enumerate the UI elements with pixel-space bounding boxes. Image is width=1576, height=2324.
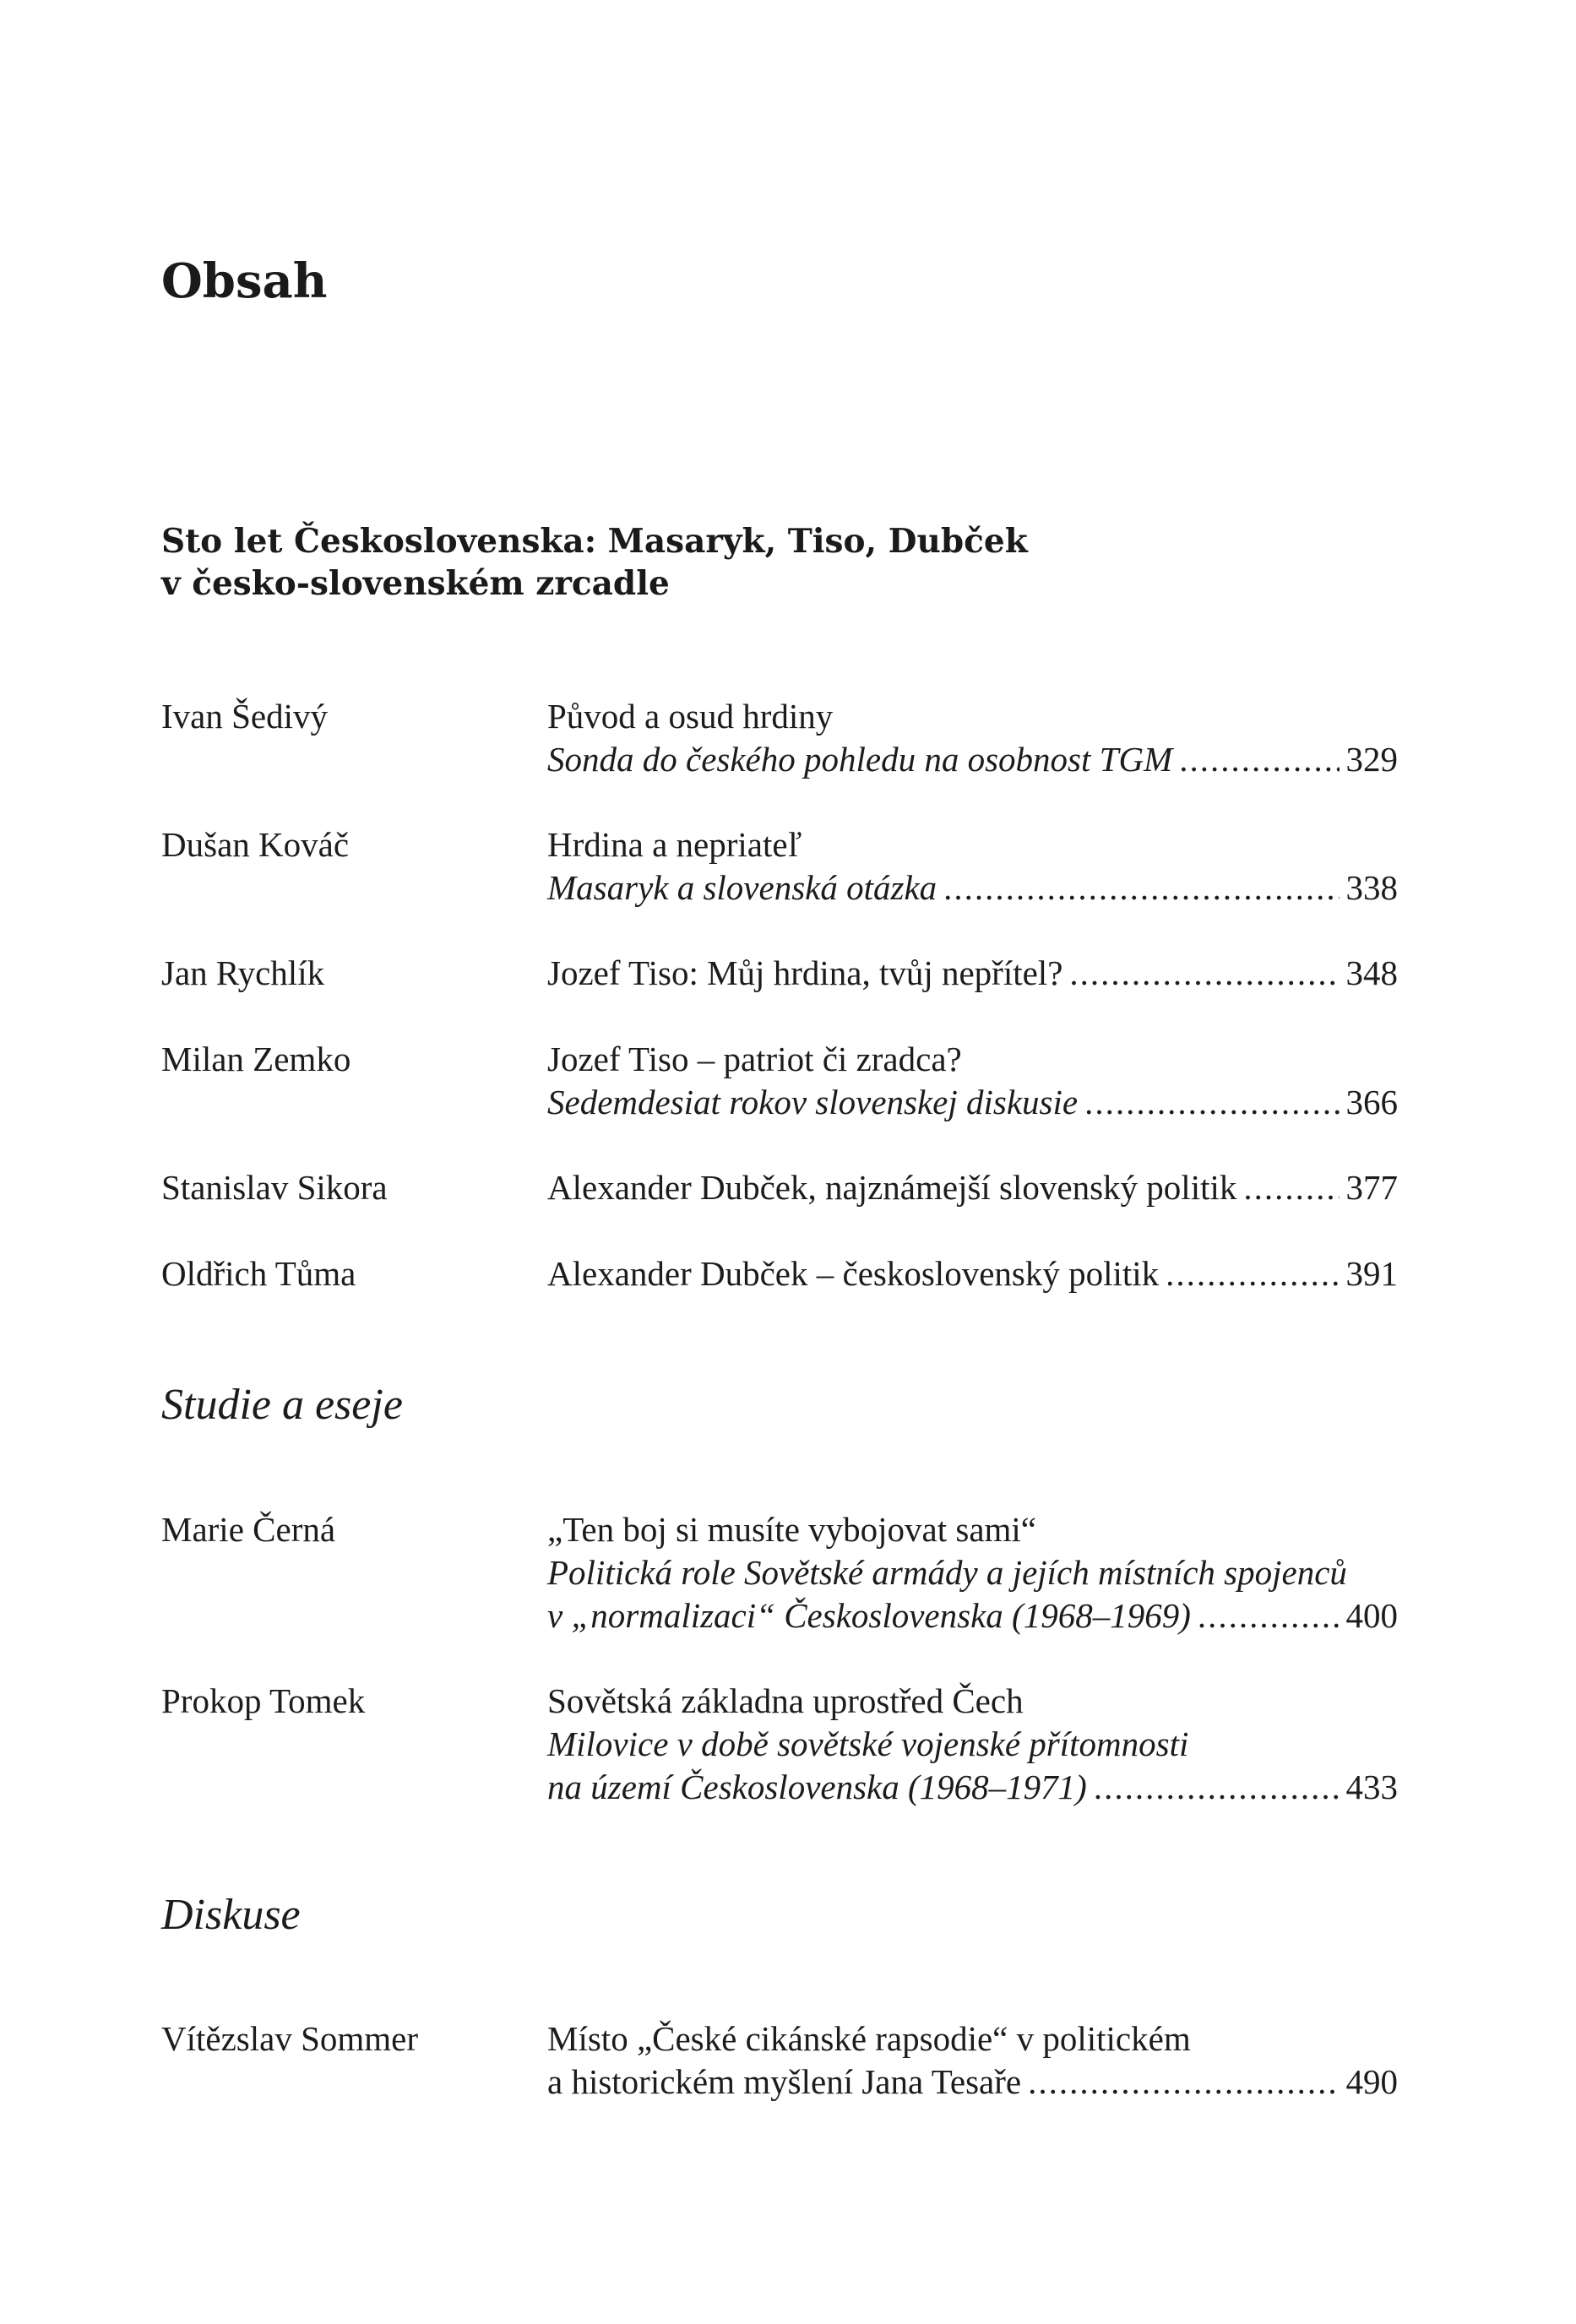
entry-title-line xyxy=(547,1252,1398,1295)
entry-subtitle-line xyxy=(547,1551,1398,1594)
dot-leader xyxy=(1094,1766,1340,1809)
entry-article xyxy=(547,823,1398,910)
dot-leader xyxy=(943,866,1339,910)
entry-author: Oldřich Tůma xyxy=(161,1254,356,1293)
entry-article xyxy=(547,1680,1398,1809)
entry-page-number: 490 xyxy=(1345,2062,1398,2101)
entry-page-number: 348 xyxy=(1345,953,1398,992)
dot-leader xyxy=(1166,1252,1339,1295)
entry-article xyxy=(547,695,1398,781)
entry-subtitle: Milovice v době sovětské vojenské přítomnosti xyxy=(547,1724,1189,1763)
entry-article xyxy=(547,1166,1398,1209)
section-heading-studie-a-eseje: Studie a eseje xyxy=(161,1381,403,1429)
entry-title: Alexander Dubček, najznámejší slovenský politik xyxy=(547,1168,1237,1207)
entry-subtitle-line xyxy=(547,1081,1398,1124)
section-heading-line-1: Sto let Československa: Masaryk, Tiso, Dubček xyxy=(161,522,1028,561)
entry-title: Hrdina a nepriateľ xyxy=(547,825,802,864)
entry-subtitle: Sedemdesiat rokov slovenskej diskusie xyxy=(547,1083,1079,1121)
entry-title: Původ a osud hrdiny xyxy=(547,697,834,736)
entry-author: Dušan Kováč xyxy=(161,825,350,864)
entry-title: Jozef Tiso: Můj hrdina, tvůj nepřítel? xyxy=(547,953,1063,992)
entry-author: Stanislav Sikora xyxy=(161,1168,388,1207)
dot-leader xyxy=(1084,1081,1339,1124)
entry-subtitle: Sonda do českého pohledu na osobnost TGM xyxy=(547,740,1173,779)
entry-title-line xyxy=(547,2061,1398,2104)
section-heading-line-2: v česko-slovenském zrcadle xyxy=(161,564,670,603)
entry-title-line xyxy=(547,823,1398,866)
entry-author: Ivan Šedivý xyxy=(161,697,328,736)
entry-subtitle-line xyxy=(547,738,1398,781)
entry-article xyxy=(547,2017,1398,2104)
entry-title-line xyxy=(547,1508,1398,1551)
entry-author: Vítězslav Sommer xyxy=(161,2019,419,2058)
entry-page-number: 338 xyxy=(1345,868,1398,907)
entry-author: Jan Rychlík xyxy=(161,953,325,992)
dot-leader xyxy=(1028,2061,1339,2104)
entry-title-line xyxy=(547,1166,1398,1209)
entry-article xyxy=(547,952,1398,995)
entry-page-number: 329 xyxy=(1345,740,1398,779)
entry-title-line xyxy=(547,1038,1398,1081)
section-heading-sto-let xyxy=(161,520,1028,605)
entry-title: Sovětská základna uprostřed Čech xyxy=(547,1681,1024,1720)
dot-leader xyxy=(1069,952,1339,995)
entry-page-number: 366 xyxy=(1345,1083,1398,1121)
entry-article xyxy=(547,1508,1398,1637)
page-title: Obsah xyxy=(161,253,328,309)
entry-title-line xyxy=(547,2017,1398,2061)
entry-title-line xyxy=(547,695,1398,738)
dot-leader xyxy=(1198,1594,1340,1637)
entry-title-line xyxy=(547,952,1398,995)
entry-page-number: 400 xyxy=(1345,1596,1398,1635)
entry-page-number: 433 xyxy=(1345,1767,1398,1806)
entry-subtitle: v „normalizaci“ Československa (1968–1969) xyxy=(547,1596,1191,1635)
entry-article xyxy=(547,1038,1398,1124)
entry-author: Prokop Tomek xyxy=(161,1681,366,1720)
entry-subtitle: na území Československa (1968–1971) xyxy=(547,1767,1087,1806)
entry-title: „Ten boj si musíte vybojovat sami“ xyxy=(547,1510,1037,1549)
entry-article xyxy=(547,1252,1398,1295)
entry-subtitle-line xyxy=(547,1723,1398,1766)
entry-author: Marie Černá xyxy=(161,1510,336,1549)
entry-author: Milan Zemko xyxy=(161,1040,351,1078)
entry-subtitle: Politická role Sovětské armády a jejích místních spojenců xyxy=(547,1553,1347,1592)
entry-title: Místo „České cikánské rapsodie“ v politickém xyxy=(547,2019,1191,2058)
entry-title: Alexander Dubček – československý politik xyxy=(547,1254,1160,1293)
dot-leader xyxy=(1243,1166,1339,1209)
entry-title: Jozef Tiso – patriot či zradca? xyxy=(547,1040,962,1078)
entry-title: a historickém myšlení Jana Tesaře xyxy=(547,2062,1022,2101)
entry-subtitle-line xyxy=(547,866,1398,910)
entry-title-line xyxy=(547,1680,1398,1723)
entry-subtitle-line xyxy=(547,1594,1398,1637)
dot-leader xyxy=(1179,738,1339,781)
entry-subtitle-line xyxy=(547,1766,1398,1809)
section-heading-diskuse: Diskuse xyxy=(161,1891,301,1939)
entry-page-number: 377 xyxy=(1345,1168,1398,1207)
entry-page-number: 391 xyxy=(1345,1254,1398,1293)
entry-subtitle: Masaryk a slovenská otázka xyxy=(547,868,937,907)
